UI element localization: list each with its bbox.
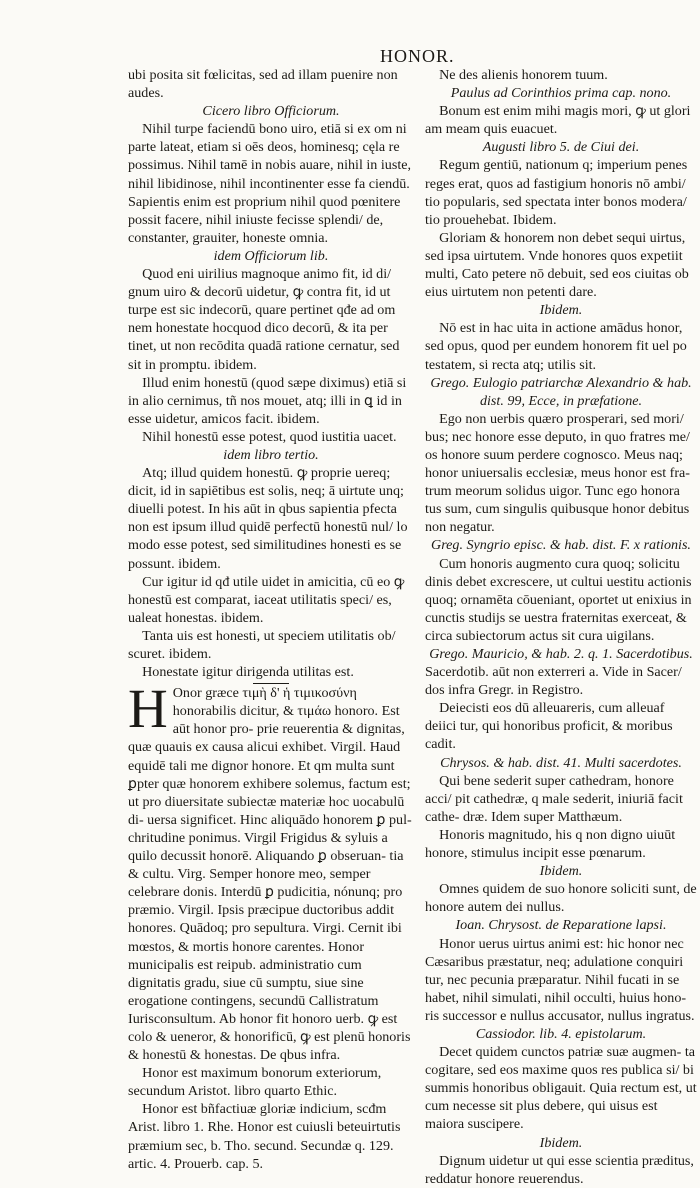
source-citation: Paulus ad Corinthios prima cap. nono. xyxy=(450,85,672,102)
quotation-paragraph: Deiecisti eos dū alleuareris, cum alleuaf deiici tur, qui honoribus proficit, & moribus cadit. xyxy=(425,700,673,753)
right-column-entries xyxy=(425,66,697,1188)
quotation-paragraph: Qui bene sederit super cathedram, honore acci/ pit cathedræ, q male sederit, iniuriā facit cathe- dræ. Idem super Matthæum. xyxy=(425,772,683,825)
definition-note: Honor est maximum bonorum exteriorum, secundum Aristot. libro quarto Ethic. xyxy=(128,1065,382,1100)
quotation-paragraph: Dignum uidetur ut qui esse scientia præditus, reddatur honore reuerendus. xyxy=(425,1152,694,1187)
quotation-paragraph: Illud enim honestū (quod sæpe diximus) etiā si in alio cernimus, tñ nos mouet, atq; illi in ꝗ id in esse uidetur, amicos facit. ibidem. xyxy=(128,374,407,427)
quotation-paragraph: Cum honoris augmento cura quoq; solicitu dinis debet excrescere, ut cultui uestitu actionis quoq; ornamēta cōueniant, oportet ut enixius in cunctis studijs se uestra fraternitas exerceat, & circa subiectorum actus sit cura uigilans. xyxy=(425,555,692,644)
quotation-paragraph: Quod eni uirilius magnoque animo fit, id di/ gnum uiro & decorū uidetur, ꝙ contra fit, id ut turpe est sic indecorū, quare pertinet qđe ad om nem honestate hocquod dico decorū, & ita per tinet, ut non recōdita quadā ratione cernatur, sed sit in promptu. ibidem. xyxy=(128,266,400,373)
left-column xyxy=(128,66,414,1173)
quotation-paragraph: Nihil honestū esse potest, quod iustitia uacet. xyxy=(142,428,397,445)
quotation-paragraph: Decet quidem cunctos patriæ suæ augmen- ta cogitare, sed eos maxime quos res publica si/ bi summis honoribus obligauit. Quia rectum est, ut cum necesse sit plus debere, qui uisus est maiora suscipere. xyxy=(425,1044,697,1133)
quotation-paragraph: Nō est in hac uita in actione amādus honor, sed opus, quod per eundem honorem fit uel po testatem, si recta atq; utilis sit. xyxy=(425,320,687,373)
quotation-paragraph: Honor uerus uirtus animi est: hic honor nec Cæsaribus præstatur, neq; adulatione conquiri tur, nec pecunia præparatur. Nihil fucati in se habet, nihil simulati, nihil occulti, huius hono- ris successor e nullus accusator, nullus ingratus. xyxy=(425,935,695,1024)
definition-paragraph xyxy=(128,678,414,1064)
source-citation: Grego. Mauricio, & hab. 2. q. 1. Sacerdotibus. xyxy=(429,646,693,662)
quotation-paragraph: Ne des alienis honorem tuum. xyxy=(439,67,608,83)
quotation-paragraph: Sacerdotib. aūt non exterreri a. Vide in Sacer/ dos infra Gregr. in Registro. xyxy=(425,664,682,699)
definition-text: Onor græce τιμὴ δ' ἡ τιμικοσύνη honorabilis dicitur, & τιμάω honoro. Est aūt honor pro- prie reuerentia & dignitas, quæ quauis ex causa alicui exhibet. Virgil. Haud equidē tali me dignor honore. Et qm multa sunt ꝑpter quæ honorem exhibere solemus, factum est; ut pro diuersitate subiectæ materiæ hoc uocabulū di- uersa significet. Hinc aliquādo honorem ꝑ pul- chritudine ponimus. Virgil Frigidus & syluis a quilo decussit honorē. Aliquando ꝑ obseruan- tia & cultu. Virg. Semper honore meo, semper celebrare donis. Interdū ꝑ pudicitia, nónunq; pro præmio. Virgil. Ipsis præcipue ductoribus addit honores. Quādoq; pro sepultura. Virgi. Cernit ibi mœstos, & mortis honore carentes. Honor municipalis est reipub. administratio cum dignitatis gradu, siue cū sumptu, siue sine erogatione contingens, secundū Callistratum Iurisconsultum. Ab honor fit honoro uerb. ꝙ est colo & ueneror, & honorificū, ꝙ est plenū honoris & honestū & honestas. De qbus infra. xyxy=(128,685,412,1064)
source-citation: Ibidem. xyxy=(539,1134,583,1151)
quotation-paragraph: Honoris magnitudo, his q non digno uiuūt honore, stimulus incipit esse pœnarum. xyxy=(425,826,676,862)
quotation-paragraph: Cur igitur id qđ utile uidet in amicitia, cū eo ꝙ honestū est comparat, iaceat utilitatis speci/ es, ualeat honestas. ibidem. xyxy=(128,573,405,626)
quotation-paragraph: Ego non uerbis quæro prosperari, sed mori/ bus; nec honore esse deputo, in quo fratres me/ os honore suum perdere cognosco. Meus naq; honor uniuersalis ecclesiæ, meus honor est fra- trum meorum solidus uigor. Tunc ego honora tus sum, cum singulis quibusque honor debitus non negatur. xyxy=(425,410,690,536)
drop-cap: H xyxy=(128,678,168,740)
source-citation: Cassiodor. lib. 4. epistolarum. xyxy=(475,1025,647,1042)
source-citation: Greg. Syngrio episc. & hab. dist. F. x rationis. xyxy=(431,537,691,554)
source-citation: Ibidem. xyxy=(539,863,583,880)
running-head: HONOR. xyxy=(380,46,455,66)
right-column xyxy=(425,66,697,1188)
quotation-paragraph: Omnes quidem de suo honore soliciti sunt, de honore autem dei nullus. xyxy=(425,881,697,916)
source-citation: Chrysos. & hab. dist. 41. Multi sacerdotes. xyxy=(440,754,682,771)
definition-note: Honor est bñfactiuæ gloriæ indicium, scđm Arist. libro 1. Rhe. Honor est cuiusli beteuirtutis præmium sec, b. Tho. secund. Secundæ q. 129. artic. 4. Prouerb. cap. 5. xyxy=(128,1101,401,1172)
quotation-paragraph: Regum gentiū, nationum q; imperium penes reges erat, quos ad fastigium honoris nō ambi/ tio popularis, sed spectata inter bonos modera/ tio prouehebat. Ibidem. xyxy=(425,157,688,228)
left-column-entries xyxy=(128,66,414,681)
source-citation: Ioan. Chrysost. de Reparatione lapsi. xyxy=(455,917,667,934)
source-citation: Grego. Eulogio patriarchæ Alexandrio & hab. dist. 99, Ecce, in præfatione. xyxy=(430,374,692,409)
source-citation: Augusti libro 5. de Ciui dei. xyxy=(482,139,640,156)
quotation-paragraph: Tanta uis est honesti, ut speciem utilitatis ob/ scuret. ibidem. xyxy=(128,627,396,662)
honor-definition-section xyxy=(128,678,414,1173)
source-citation: Cicero libro Officiorum. xyxy=(202,103,340,120)
quotation-paragraph: Bonum est enim mihi magis mori, ꝙ ut glori am meam quis euacuet. xyxy=(425,103,691,138)
quotation-paragraph: Gloriam & honorem non debet sequi uirtus, sed ipsa uirtutem. Vnde honores quos expetiit multi, Cato petere nō debuit, sed eos ciuitas ob eius uirtutem non petenti dare. xyxy=(425,229,689,301)
source-citation: idem Officiorum lib. xyxy=(213,247,329,264)
quotation-paragraph: Honestate igitur dirigenda utilitas est. xyxy=(142,664,354,681)
quotation-paragraph: Nihil turpe faciendū bono uiro, etiā si ex om ni parte lateat, etiam si oēs deos, hominesq; cęla re possimus. Nihil tamē in nobis auare, nihil in iuste, nihil libidinose, nihil incontinenter esse fa ciendū. Sapientis enim est proprium nihil quod pœnitere possit facere, nihil iniuste fecisse splendi/ de, constanter, grauiter, honeste omnia. xyxy=(128,121,412,246)
source-citation: Ibidem. xyxy=(539,302,583,319)
quotation-paragraph: ubi posita sit fœlicitas, sed ad illam puenire non audes. xyxy=(128,67,398,102)
quotation-paragraph: Atq; illud quidem honestū. ꝙ proprie uereq; dicit, id in sapiētibus est solis, neq; ā uirtute unq; diuelli potest. In his aūt in qbus sapientia pfecta non est ipsum illud quidē perfectū honestū nul/ lo modo esse potest, sed similitudines honesti es se possunt. ibidem. xyxy=(128,465,408,572)
source-citation: idem libro tertio. xyxy=(223,446,319,463)
